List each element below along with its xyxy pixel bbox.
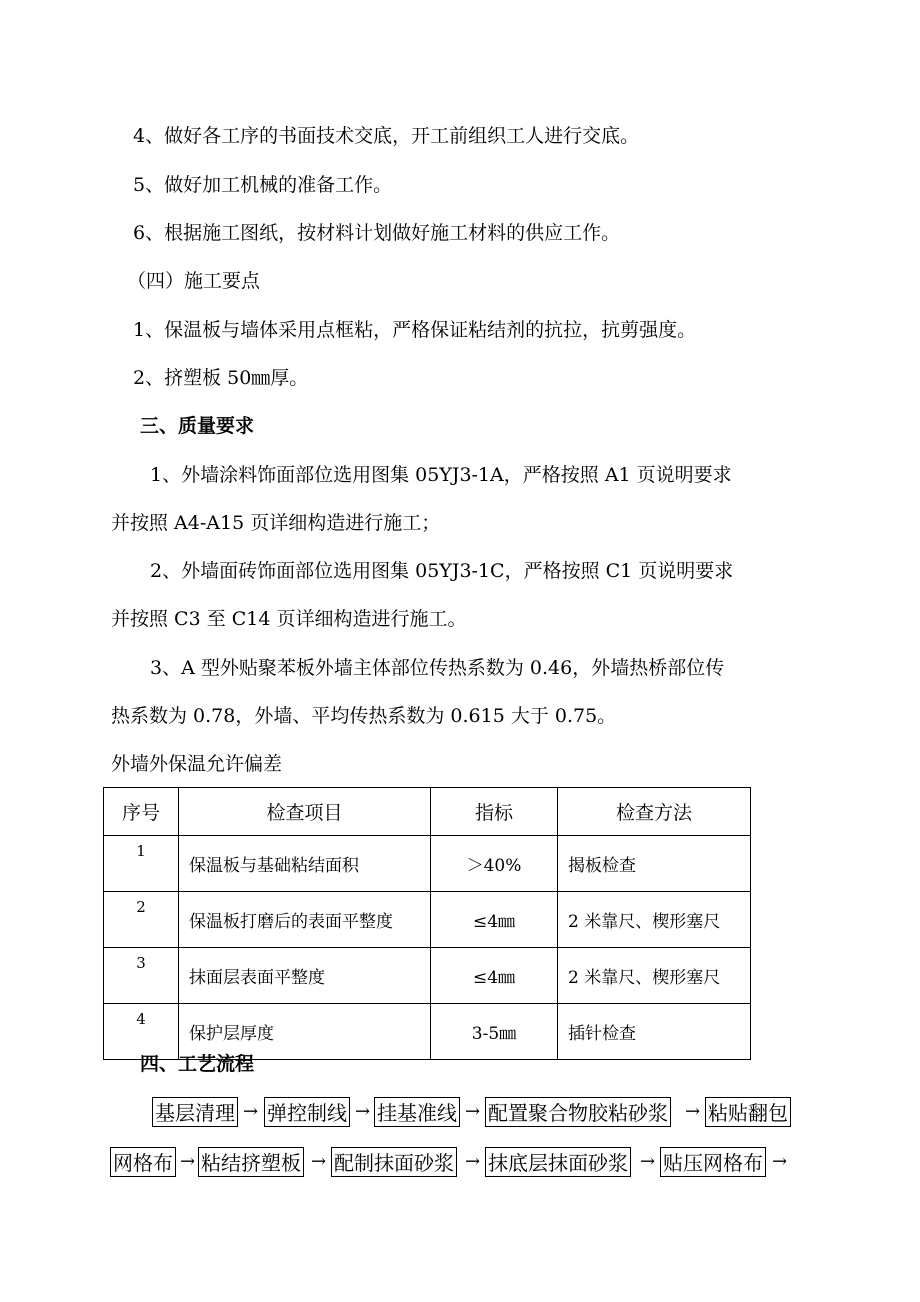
- cell-no: 4: [104, 1004, 179, 1060]
- quality-3-line-1: 3、A 型外贴聚苯板外墙主体部位传热系数为 0.46，外墙热桥部位传: [150, 657, 725, 679]
- section-4-heading: （四）施工要点: [127, 270, 261, 292]
- flow-step-mix-mortar: 配置聚合物胶粘砂浆: [485, 1097, 671, 1127]
- cell-method: 2 米靠尺、楔形塞尺: [558, 948, 751, 1004]
- header-no: 序号: [104, 788, 179, 836]
- cell-no: 3: [104, 948, 179, 1004]
- arrow-icon: →: [311, 1151, 327, 1172]
- flow-step-base-cleaning: 基层清理: [152, 1097, 238, 1127]
- cell-no: 1: [104, 836, 179, 892]
- cell-no: 2: [104, 892, 179, 948]
- quality-1-line-2: 并按照 A4-A15 页详细构造进行施工；: [111, 512, 441, 534]
- flow-step-datum-line: 挂基准线: [374, 1097, 460, 1127]
- table-row: [104, 836, 751, 892]
- table-row: [104, 892, 751, 948]
- quality-3-line-2: 热系数为 0.78，外墙、平均传热系数为 0.615 大于 0.75。: [111, 705, 617, 727]
- arrow-icon: →: [685, 1101, 701, 1122]
- paragraph-6: 6、根据施工图纸，按材料计划做好施工材料的供应工作。: [133, 222, 621, 244]
- table-row: [104, 948, 751, 1004]
- table-header-row: [104, 788, 751, 836]
- key-point-2: 2、挤塑板 50㎜厚。: [133, 367, 309, 389]
- flow-step-control-line: 弹控制线: [264, 1097, 350, 1127]
- arrow-icon: →: [640, 1151, 656, 1172]
- flow-step-press-mesh: 贴压网格布: [660, 1147, 766, 1177]
- cell-item: 保护层厚度: [179, 1004, 431, 1060]
- paragraph-5: 5、做好加工机械的准备工作。: [133, 174, 393, 196]
- quality-1-line-1: 1、外墙涂料饰面部位选用图集 05YJ3-1A，严格按照 A1 页说明要求: [150, 464, 732, 486]
- flow-step-mesh: 网格布: [110, 1147, 176, 1177]
- key-point-1: 1、保温板与墙体采用点框粘，严格保证粘结剂的抗拉，抗剪强度。: [133, 319, 697, 341]
- cell-index: ≤4㎜: [431, 948, 558, 1004]
- header-index: 指标: [431, 788, 558, 836]
- cell-method: 插针检查: [558, 1004, 751, 1060]
- process-heading: 四、工艺流程: [140, 1053, 255, 1075]
- arrow-icon: →: [465, 1101, 481, 1122]
- deviation-table: [103, 787, 751, 1060]
- arrow-icon: →: [772, 1151, 788, 1172]
- arrow-icon: →: [355, 1101, 371, 1122]
- arrow-icon: →: [465, 1151, 481, 1172]
- cell-method: 揭板检查: [558, 836, 751, 892]
- header-item: 检查项目: [179, 788, 431, 836]
- cell-item: 抹面层表面平整度: [179, 948, 431, 1004]
- cell-item: 保温板打磨后的表面平整度: [179, 892, 431, 948]
- quality-2-line-2: 并按照 C3 至 C14 页详细构造进行施工。: [111, 608, 467, 630]
- arrow-icon: →: [180, 1151, 196, 1172]
- flow-step-base-coat: 抹底层抹面砂浆: [485, 1147, 631, 1177]
- cell-index: 3-5㎜: [431, 1004, 558, 1060]
- table-caption: 外墙外保温允许偏差: [111, 753, 283, 775]
- flow-step-bond-board: 粘结挤塑板: [198, 1147, 304, 1177]
- flow-step-prepare-plaster: 配制抹面砂浆: [331, 1147, 457, 1177]
- cell-index: ≤4㎜: [431, 892, 558, 948]
- paragraph-4: 4、做好各工序的书面技术交底，开工前组织工人进行交底。: [133, 125, 640, 147]
- flow-step-wrap-mesh: 粘贴翻包: [705, 1097, 791, 1127]
- arrow-icon: →: [243, 1101, 259, 1122]
- cell-index: ＞40%: [431, 836, 558, 892]
- cell-item: 保温板与基础粘结面积: [179, 836, 431, 892]
- cell-method: 2 米靠尺、楔形塞尺: [558, 892, 751, 948]
- quality-2-line-1: 2、外墙面砖饰面部位选用图集 05YJ3-1C，严格按照 C1 页说明要求: [150, 560, 734, 582]
- quality-heading: 三、质量要求: [140, 415, 255, 437]
- header-method: 检查方法: [558, 788, 751, 836]
